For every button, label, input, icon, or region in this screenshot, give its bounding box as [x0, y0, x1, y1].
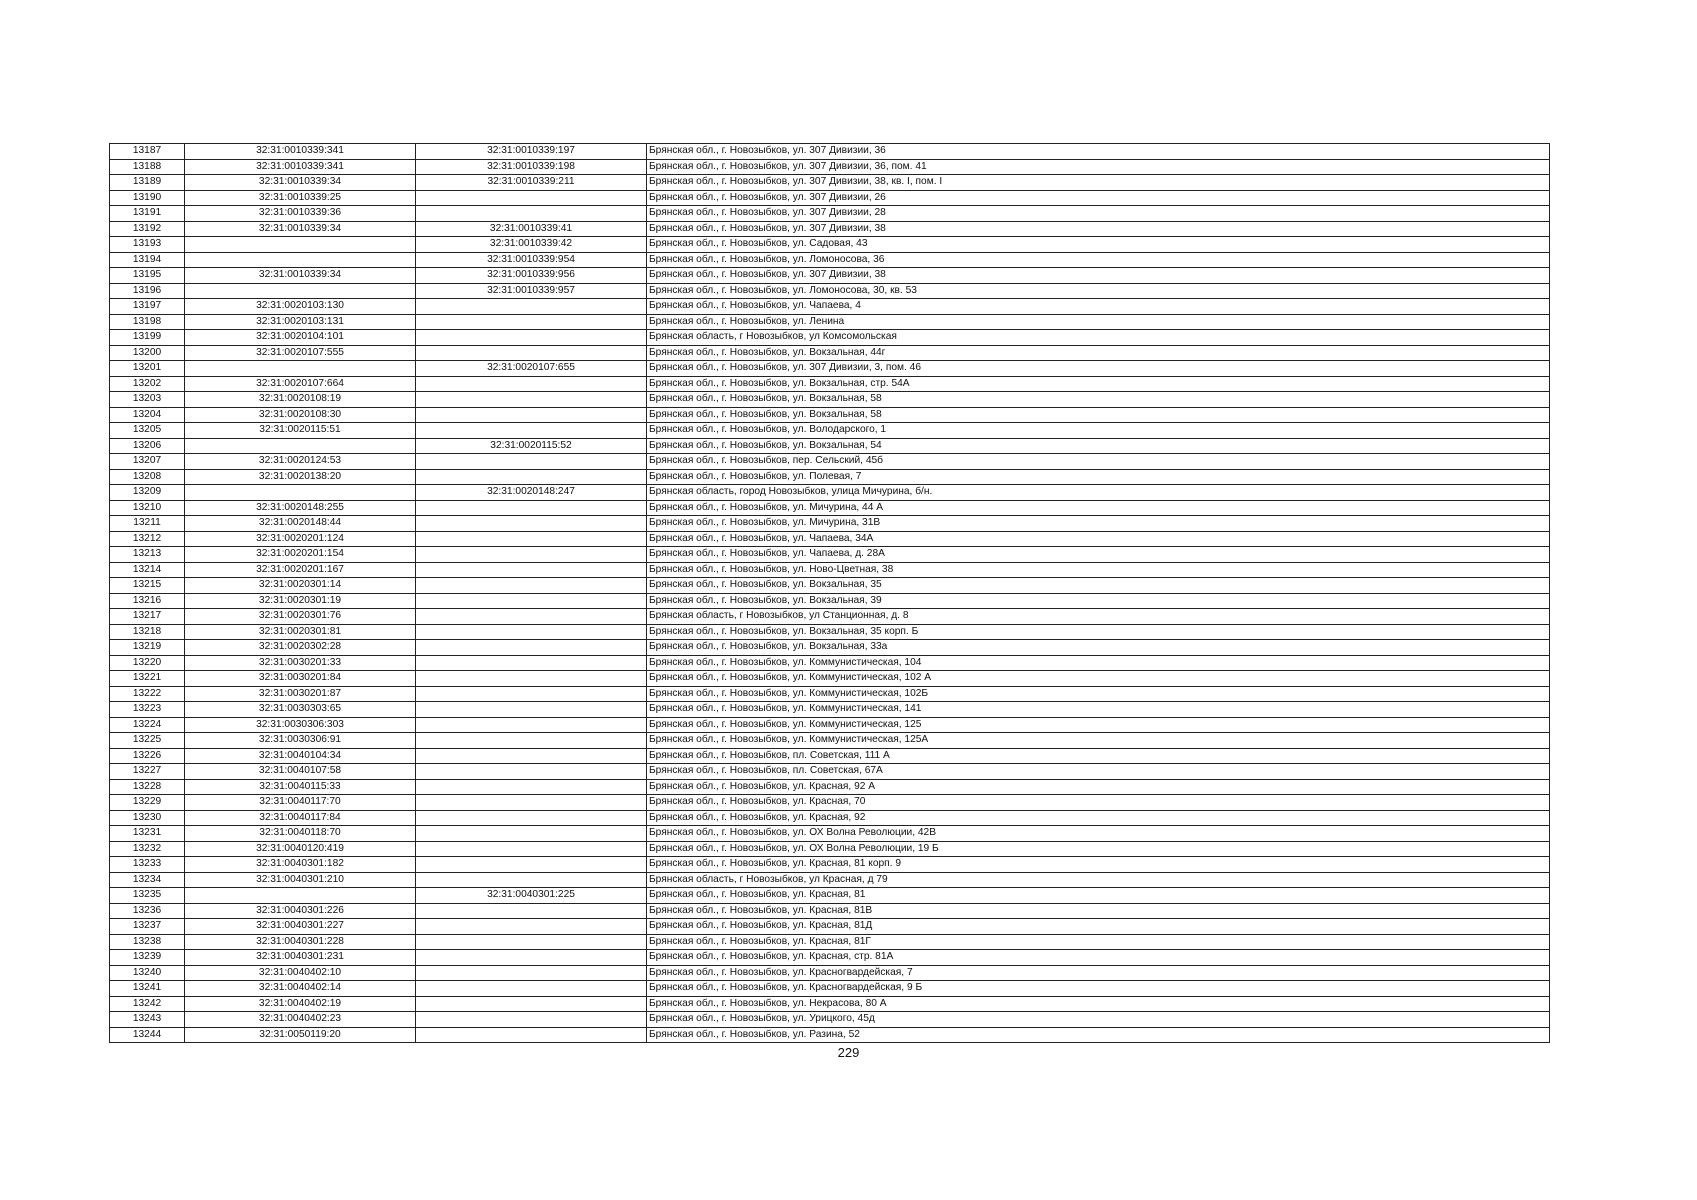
building-cadastral-number-cell	[416, 1027, 647, 1043]
building-cadastral-number-cell	[416, 299, 647, 315]
cadastral-number-cell: 32:31:0030306:303	[185, 717, 416, 733]
cadastral-number-cell: 32:31:0020115:51	[185, 423, 416, 439]
building-cadastral-number-cell	[416, 919, 647, 935]
building-cadastral-number-cell	[416, 826, 647, 842]
building-cadastral-number-cell	[416, 810, 647, 826]
building-cadastral-number-cell	[416, 965, 647, 981]
cadastral-number-cell: 32:31:0010339:36	[185, 206, 416, 222]
address-cell: Брянская обл., г. Новозыбков, ул. Вокзальная, стр. 54А	[647, 376, 1550, 392]
table-row	[110, 872, 1550, 888]
cadastral-number-cell	[185, 361, 416, 377]
cadastral-number-cell: 32:31:0040402:14	[185, 981, 416, 997]
table-row	[110, 562, 1550, 578]
row-number-cell: 13216	[110, 593, 185, 609]
building-cadastral-number-cell	[416, 779, 647, 795]
building-cadastral-number-cell	[416, 547, 647, 563]
building-cadastral-number-cell	[416, 764, 647, 780]
table-row	[110, 1012, 1550, 1028]
registry-table	[109, 143, 1550, 1043]
cadastral-number-cell: 32:31:0040107:58	[185, 764, 416, 780]
row-number-cell: 13215	[110, 578, 185, 594]
table-row	[110, 795, 1550, 811]
address-cell: Брянская обл., г. Новозыбков, ул. Вокзальная, 44г	[647, 345, 1550, 361]
address-cell: Брянская обл., г. Новозыбков, ул. Коммунистическая, 141	[647, 702, 1550, 718]
table-row	[110, 221, 1550, 237]
table-row	[110, 299, 1550, 315]
address-cell: Брянская обл., г. Новозыбков, ул. Красная, 70	[647, 795, 1550, 811]
row-number-cell: 13187	[110, 144, 185, 160]
row-number-cell: 13205	[110, 423, 185, 439]
building-cadastral-number-cell	[416, 345, 647, 361]
building-cadastral-number-cell	[416, 934, 647, 950]
row-number-cell: 13194	[110, 252, 185, 268]
cadastral-number-cell: 32:31:0040301:226	[185, 903, 416, 919]
cadastral-number-cell: 32:31:0040402:23	[185, 1012, 416, 1028]
table-row	[110, 485, 1550, 501]
row-number-cell: 13243	[110, 1012, 185, 1028]
cadastral-number-cell: 32:31:0020301:19	[185, 593, 416, 609]
cadastral-number-cell: 32:31:0040301:182	[185, 857, 416, 873]
cadastral-number-cell: 32:31:0010339:34	[185, 268, 416, 284]
address-cell: Брянская обл., г. Новозыбков, ул. 307 Дивизии, 36	[647, 144, 1550, 160]
address-cell: Брянская обл., г. Новозыбков, ул. 307 Дивизии, 28	[647, 206, 1550, 222]
row-number-cell: 13237	[110, 919, 185, 935]
building-cadastral-number-cell	[416, 872, 647, 888]
page-number: 229	[837, 1045, 860, 1060]
cadastral-number-cell: 32:31:0040104:34	[185, 748, 416, 764]
table-row	[110, 950, 1550, 966]
row-number-cell: 13191	[110, 206, 185, 222]
cadastral-number-cell	[185, 438, 416, 454]
cadastral-number-cell	[185, 237, 416, 253]
cadastral-number-cell: 32:31:0020108:30	[185, 407, 416, 423]
cadastral-number-cell: 32:31:0040301:227	[185, 919, 416, 935]
table-row	[110, 733, 1550, 749]
table-row	[110, 252, 1550, 268]
building-cadastral-number-cell: 32:31:0020107:655	[416, 361, 647, 377]
cadastral-number-cell: 32:31:0010339:341	[185, 159, 416, 175]
row-number-cell: 13229	[110, 795, 185, 811]
building-cadastral-number-cell	[416, 190, 647, 206]
address-cell: Брянская обл., г. Новозыбков, ул. 307 Дивизии, 3, пом. 46	[647, 361, 1550, 377]
building-cadastral-number-cell	[416, 500, 647, 516]
cadastral-number-cell: 32:31:0030201:87	[185, 686, 416, 702]
building-cadastral-number-cell	[416, 423, 647, 439]
building-cadastral-number-cell	[416, 640, 647, 656]
cadastral-number-cell: 32:31:0010339:34	[185, 221, 416, 237]
row-number-cell: 13224	[110, 717, 185, 733]
building-cadastral-number-cell	[416, 981, 647, 997]
row-number-cell: 13219	[110, 640, 185, 656]
building-cadastral-number-cell	[416, 950, 647, 966]
row-number-cell: 13189	[110, 175, 185, 191]
table-row	[110, 516, 1550, 532]
cadastral-number-cell: 32:31:0020148:44	[185, 516, 416, 532]
cadastral-number-cell: 32:31:0030201:84	[185, 671, 416, 687]
table-row	[110, 314, 1550, 330]
table-row	[110, 175, 1550, 191]
row-number-cell: 13214	[110, 562, 185, 578]
building-cadastral-number-cell	[416, 686, 647, 702]
table-row	[110, 330, 1550, 346]
row-number-cell: 13199	[110, 330, 185, 346]
building-cadastral-number-cell	[416, 330, 647, 346]
address-cell: Брянская обл., г. Новозыбков, ул. Коммунистическая, 125	[647, 717, 1550, 733]
table-row	[110, 531, 1550, 547]
address-cell: Брянская обл., г. Новозыбков, ул. Чапаева, 34А	[647, 531, 1550, 547]
address-cell: Брянская обл., г. Новозыбков, ул. Мичурина, 31В	[647, 516, 1550, 532]
row-number-cell: 13212	[110, 531, 185, 547]
cadastral-number-cell: 32:31:0040120:419	[185, 841, 416, 857]
cadastral-number-cell: 32:31:0050119:20	[185, 1027, 416, 1043]
address-cell: Брянская область, г Новозыбков, ул Станционная, д. 8	[647, 609, 1550, 625]
address-cell: Брянская обл., г. Новозыбков, ул. Красная, 81 корп. 9	[647, 857, 1550, 873]
table-row	[110, 857, 1550, 873]
row-number-cell: 13226	[110, 748, 185, 764]
cadastral-number-cell: 32:31:0020103:131	[185, 314, 416, 330]
table-row	[110, 671, 1550, 687]
table-row	[110, 686, 1550, 702]
address-cell: Брянская обл., г. Новозыбков, ул. 307 Дивизии, 36, пом. 41	[647, 159, 1550, 175]
address-cell: Брянская обл., г. Новозыбков, ул. Ново-Цветная, 38	[647, 562, 1550, 578]
row-number-cell: 13227	[110, 764, 185, 780]
table-row	[110, 268, 1550, 284]
row-number-cell: 13231	[110, 826, 185, 842]
address-cell: Брянская обл., г. Новозыбков, ул. Урицкого, 45д	[647, 1012, 1550, 1028]
row-number-cell: 13218	[110, 624, 185, 640]
table-row	[110, 593, 1550, 609]
building-cadastral-number-cell: 32:31:0010339:197	[416, 144, 647, 160]
address-cell: Брянская обл., г. Новозыбков, ул. Ломоносова, 36	[647, 252, 1550, 268]
address-cell: Брянская обл., г. Новозыбков, ул. Мичурина, 44 А	[647, 500, 1550, 516]
building-cadastral-number-cell	[416, 996, 647, 1012]
table-row	[110, 717, 1550, 733]
row-number-cell: 13210	[110, 500, 185, 516]
building-cadastral-number-cell	[416, 609, 647, 625]
row-number-cell: 13208	[110, 469, 185, 485]
row-number-cell: 13211	[110, 516, 185, 532]
table-row	[110, 547, 1550, 563]
table-row	[110, 779, 1550, 795]
row-number-cell: 13234	[110, 872, 185, 888]
table-row	[110, 237, 1550, 253]
table-row	[110, 748, 1550, 764]
cadastral-number-cell: 32:31:0020107:664	[185, 376, 416, 392]
building-cadastral-number-cell: 32:31:0010339:957	[416, 283, 647, 299]
table-row	[110, 826, 1550, 842]
row-number-cell: 13225	[110, 733, 185, 749]
building-cadastral-number-cell: 32:31:0010339:956	[416, 268, 647, 284]
table-row	[110, 361, 1550, 377]
table-row	[110, 934, 1550, 950]
table-row	[110, 996, 1550, 1012]
address-cell: Брянская обл., г. Новозыбков, ул. Красная, стр. 81А	[647, 950, 1550, 966]
row-number-cell: 13196	[110, 283, 185, 299]
address-cell: Брянская обл., г. Новозыбков, ул. 307 Дивизии, 38	[647, 268, 1550, 284]
cadastral-number-cell: 32:31:0020104:101	[185, 330, 416, 346]
row-number-cell: 13217	[110, 609, 185, 625]
row-number-cell: 13200	[110, 345, 185, 361]
cadastral-number-cell: 32:31:0020148:255	[185, 500, 416, 516]
row-number-cell: 13195	[110, 268, 185, 284]
building-cadastral-number-cell	[416, 795, 647, 811]
row-number-cell: 13198	[110, 314, 185, 330]
address-cell: Брянская обл., г. Новозыбков, пл. Советская, 67А	[647, 764, 1550, 780]
cadastral-number-cell: 32:31:0020138:20	[185, 469, 416, 485]
building-cadastral-number-cell	[416, 717, 647, 733]
cadastral-number-cell: 32:31:0040301:210	[185, 872, 416, 888]
address-cell: Брянская обл., г. Новозыбков, ул. Коммунистическая, 102 А	[647, 671, 1550, 687]
building-cadastral-number-cell	[416, 562, 647, 578]
building-cadastral-number-cell	[416, 407, 647, 423]
building-cadastral-number-cell	[416, 454, 647, 470]
cadastral-number-cell: 32:31:0020107:555	[185, 345, 416, 361]
table-row	[110, 888, 1550, 904]
row-number-cell: 13209	[110, 485, 185, 501]
table-row	[110, 640, 1550, 656]
row-number-cell: 13207	[110, 454, 185, 470]
address-cell: Брянская обл., г. Новозыбков, ул. Вокзальная, 58	[647, 392, 1550, 408]
cadastral-number-cell: 32:31:0020124:53	[185, 454, 416, 470]
cadastral-number-cell: 32:31:0030306:91	[185, 733, 416, 749]
building-cadastral-number-cell	[416, 376, 647, 392]
table-row	[110, 624, 1550, 640]
building-cadastral-number-cell	[416, 624, 647, 640]
building-cadastral-number-cell	[416, 531, 647, 547]
table-row	[110, 469, 1550, 485]
row-number-cell: 13201	[110, 361, 185, 377]
table-row	[110, 919, 1550, 935]
table-row	[110, 578, 1550, 594]
cadastral-number-cell: 32:31:0030201:33	[185, 655, 416, 671]
building-cadastral-number-cell: 32:31:0010339:954	[416, 252, 647, 268]
address-cell: Брянская обл., г. Новозыбков, ул. Красная, 92	[647, 810, 1550, 826]
building-cadastral-number-cell	[416, 469, 647, 485]
table-row	[110, 500, 1550, 516]
cadastral-number-cell: 32:31:0020301:76	[185, 609, 416, 625]
building-cadastral-number-cell	[416, 578, 647, 594]
table-row	[110, 345, 1550, 361]
building-cadastral-number-cell: 32:31:0010339:198	[416, 159, 647, 175]
address-cell: Брянская обл., г. Новозыбков, ул. Разина, 52	[647, 1027, 1550, 1043]
cadastral-number-cell: 32:31:0030303:65	[185, 702, 416, 718]
address-cell: Брянская область, г Новозыбков, ул Комсомольская	[647, 330, 1550, 346]
building-cadastral-number-cell	[416, 841, 647, 857]
registry-table-body	[110, 144, 1550, 1043]
table-row	[110, 206, 1550, 222]
address-cell: Брянская обл., г. Новозыбков, пл. Советская, 111 А	[647, 748, 1550, 764]
building-cadastral-number-cell: 32:31:0020115:52	[416, 438, 647, 454]
table-row	[110, 159, 1550, 175]
row-number-cell: 13220	[110, 655, 185, 671]
table-row	[110, 655, 1550, 671]
address-cell: Брянская обл., г. Новозыбков, ул. Коммунистическая, 104	[647, 655, 1550, 671]
row-number-cell: 13236	[110, 903, 185, 919]
table-row	[110, 1027, 1550, 1043]
building-cadastral-number-cell	[416, 206, 647, 222]
table-row	[110, 407, 1550, 423]
cadastral-number-cell: 32:31:0040118:70	[185, 826, 416, 842]
cadastral-number-cell: 32:31:0020103:130	[185, 299, 416, 315]
building-cadastral-number-cell	[416, 702, 647, 718]
row-number-cell: 13204	[110, 407, 185, 423]
address-cell: Брянская обл., г. Новозыбков, ул. Красная, 81Г	[647, 934, 1550, 950]
row-number-cell: 13197	[110, 299, 185, 315]
cadastral-number-cell	[185, 888, 416, 904]
cadastral-number-cell: 32:31:0020301:81	[185, 624, 416, 640]
address-cell: Брянская обл., г. Новозыбков, ул. ОХ Волна Революции, 42В	[647, 826, 1550, 842]
building-cadastral-number-cell	[416, 655, 647, 671]
cadastral-number-cell	[185, 283, 416, 299]
address-cell: Брянская обл., г. Новозыбков, ул. Красная, 81В	[647, 903, 1550, 919]
table-row	[110, 903, 1550, 919]
building-cadastral-number-cell	[416, 392, 647, 408]
table-row	[110, 190, 1550, 206]
address-cell: Брянская обл., г. Новозыбков, ул. 307 Дивизии, 26	[647, 190, 1550, 206]
address-cell: Брянская обл., г. Новозыбков, ул. Чапаева, 4	[647, 299, 1550, 315]
address-cell: Брянская обл., г. Новозыбков, ул. Ломоносова, 30, кв. 53	[647, 283, 1550, 299]
address-cell: Брянская обл., г. Новозыбков, ул. Вокзальная, 33а	[647, 640, 1550, 656]
table-row	[110, 392, 1550, 408]
cadastral-number-cell: 32:31:0010339:341	[185, 144, 416, 160]
cadastral-number-cell: 32:31:0040117:84	[185, 810, 416, 826]
address-cell: Брянская обл., г. Новозыбков, ул. Красногвардейская, 9 Б	[647, 981, 1550, 997]
address-cell: Брянская обл., г. Новозыбков, ул. 307 Дивизии, 38	[647, 221, 1550, 237]
cadastral-number-cell: 32:31:0020201:154	[185, 547, 416, 563]
building-cadastral-number-cell: 32:31:0010339:42	[416, 237, 647, 253]
cadastral-number-cell: 32:31:0020201:167	[185, 562, 416, 578]
address-cell: Брянская обл., г. Новозыбков, ул. Чапаева, д. 28А	[647, 547, 1550, 563]
row-number-cell: 13206	[110, 438, 185, 454]
address-cell: Брянская обл., г. Новозыбков, ул. ОХ Волна Революции, 19 Б	[647, 841, 1550, 857]
row-number-cell: 13202	[110, 376, 185, 392]
address-cell: Брянская обл., г. Новозыбков, ул. Красная, 92 А	[647, 779, 1550, 795]
address-cell: Брянская обл., г. Новозыбков, ул. Вокзальная, 35	[647, 578, 1550, 594]
row-number-cell: 13232	[110, 841, 185, 857]
table-row	[110, 376, 1550, 392]
cadastral-number-cell: 32:31:0020302:28	[185, 640, 416, 656]
address-cell: Брянская обл., г. Новозыбков, ул. Некрасова, 80 А	[647, 996, 1550, 1012]
table-row	[110, 764, 1550, 780]
address-cell: Брянская обл., г. Новозыбков, ул. Коммунистическая, 102Б	[647, 686, 1550, 702]
address-cell: Брянская обл., г. Новозыбков, ул. Вокзальная, 54	[647, 438, 1550, 454]
building-cadastral-number-cell	[416, 593, 647, 609]
table-row	[110, 841, 1550, 857]
address-cell: Брянская обл., г. Новозыбков, ул. Вокзальная, 35 корп. Б	[647, 624, 1550, 640]
building-cadastral-number-cell	[416, 671, 647, 687]
address-cell: Брянская обл., г. Новозыбков, ул. Полевая, 7	[647, 469, 1550, 485]
row-number-cell: 13222	[110, 686, 185, 702]
row-number-cell: 13244	[110, 1027, 185, 1043]
building-cadastral-number-cell	[416, 314, 647, 330]
row-number-cell: 13190	[110, 190, 185, 206]
table-row	[110, 810, 1550, 826]
row-number-cell: 13240	[110, 965, 185, 981]
cadastral-number-cell: 32:31:0010339:25	[185, 190, 416, 206]
address-cell: Брянская обл., г. Новозыбков, ул. Володарского, 1	[647, 423, 1550, 439]
row-number-cell: 13188	[110, 159, 185, 175]
table-row	[110, 283, 1550, 299]
address-cell: Брянская обл., г. Новозыбков, ул. Вокзальная, 39	[647, 593, 1550, 609]
row-number-cell: 13228	[110, 779, 185, 795]
cadastral-number-cell	[185, 485, 416, 501]
row-number-cell: 13203	[110, 392, 185, 408]
cadastral-number-cell: 32:31:0020201:124	[185, 531, 416, 547]
cadastral-number-cell: 32:31:0040301:228	[185, 934, 416, 950]
table-row	[110, 981, 1550, 997]
building-cadastral-number-cell	[416, 1012, 647, 1028]
row-number-cell: 13221	[110, 671, 185, 687]
cadastral-number-cell: 32:31:0040115:33	[185, 779, 416, 795]
building-cadastral-number-cell	[416, 733, 647, 749]
table-row	[110, 438, 1550, 454]
row-number-cell: 13223	[110, 702, 185, 718]
cadastral-number-cell: 32:31:0040301:231	[185, 950, 416, 966]
row-number-cell: 13213	[110, 547, 185, 563]
row-number-cell: 13235	[110, 888, 185, 904]
address-cell: Брянская обл., г. Новозыбков, ул. Красная, 81Д	[647, 919, 1550, 935]
building-cadastral-number-cell: 32:31:0010339:211	[416, 175, 647, 191]
table-row	[110, 454, 1550, 470]
building-cadastral-number-cell: 32:31:0040301:225	[416, 888, 647, 904]
row-number-cell: 13230	[110, 810, 185, 826]
table-row	[110, 144, 1550, 160]
building-cadastral-number-cell	[416, 748, 647, 764]
cadastral-number-cell	[185, 252, 416, 268]
address-cell: Брянская обл., г. Новозыбков, ул. Красная, 81	[647, 888, 1550, 904]
table-row	[110, 609, 1550, 625]
address-cell: Брянская обл., г. Новозыбков, ул. Вокзальная, 58	[647, 407, 1550, 423]
row-number-cell: 13239	[110, 950, 185, 966]
table-row	[110, 702, 1550, 718]
address-cell: Брянская обл., г. Новозыбков, ул. Красногвардейская, 7	[647, 965, 1550, 981]
cadastral-number-cell: 32:31:0040402:19	[185, 996, 416, 1012]
building-cadastral-number-cell	[416, 903, 647, 919]
row-number-cell: 13193	[110, 237, 185, 253]
row-number-cell: 13242	[110, 996, 185, 1012]
address-cell: Брянская область, г Новозыбков, ул Красная, д 79	[647, 872, 1550, 888]
address-cell: Брянская область, город Новозыбков, улица Мичурина, б/н.	[647, 485, 1550, 501]
building-cadastral-number-cell: 32:31:0010339:41	[416, 221, 647, 237]
table-row	[110, 965, 1550, 981]
cadastral-number-cell: 32:31:0020108:19	[185, 392, 416, 408]
row-number-cell: 13233	[110, 857, 185, 873]
cadastral-number-cell: 32:31:0040117:70	[185, 795, 416, 811]
building-cadastral-number-cell	[416, 857, 647, 873]
address-cell: Брянская обл., г. Новозыбков, ул. Ленина	[647, 314, 1550, 330]
table-row	[110, 423, 1550, 439]
address-cell: Брянская обл., г. Новозыбков, ул. Коммунистическая, 125А	[647, 733, 1550, 749]
building-cadastral-number-cell: 32:31:0020148:247	[416, 485, 647, 501]
row-number-cell: 13192	[110, 221, 185, 237]
row-number-cell: 13241	[110, 981, 185, 997]
row-number-cell: 13238	[110, 934, 185, 950]
cadastral-number-cell: 32:31:0010339:34	[185, 175, 416, 191]
building-cadastral-number-cell	[416, 516, 647, 532]
cadastral-number-cell: 32:31:0020301:14	[185, 578, 416, 594]
address-cell: Брянская обл., г. Новозыбков, пер. Сельский, 45б	[647, 454, 1550, 470]
address-cell: Брянская обл., г. Новозыбков, ул. 307 Дивизии, 38, кв. I, пом. I	[647, 175, 1550, 191]
address-cell: Брянская обл., г. Новозыбков, ул. Садовая, 43	[647, 237, 1550, 253]
cadastral-number-cell: 32:31:0040402:10	[185, 965, 416, 981]
